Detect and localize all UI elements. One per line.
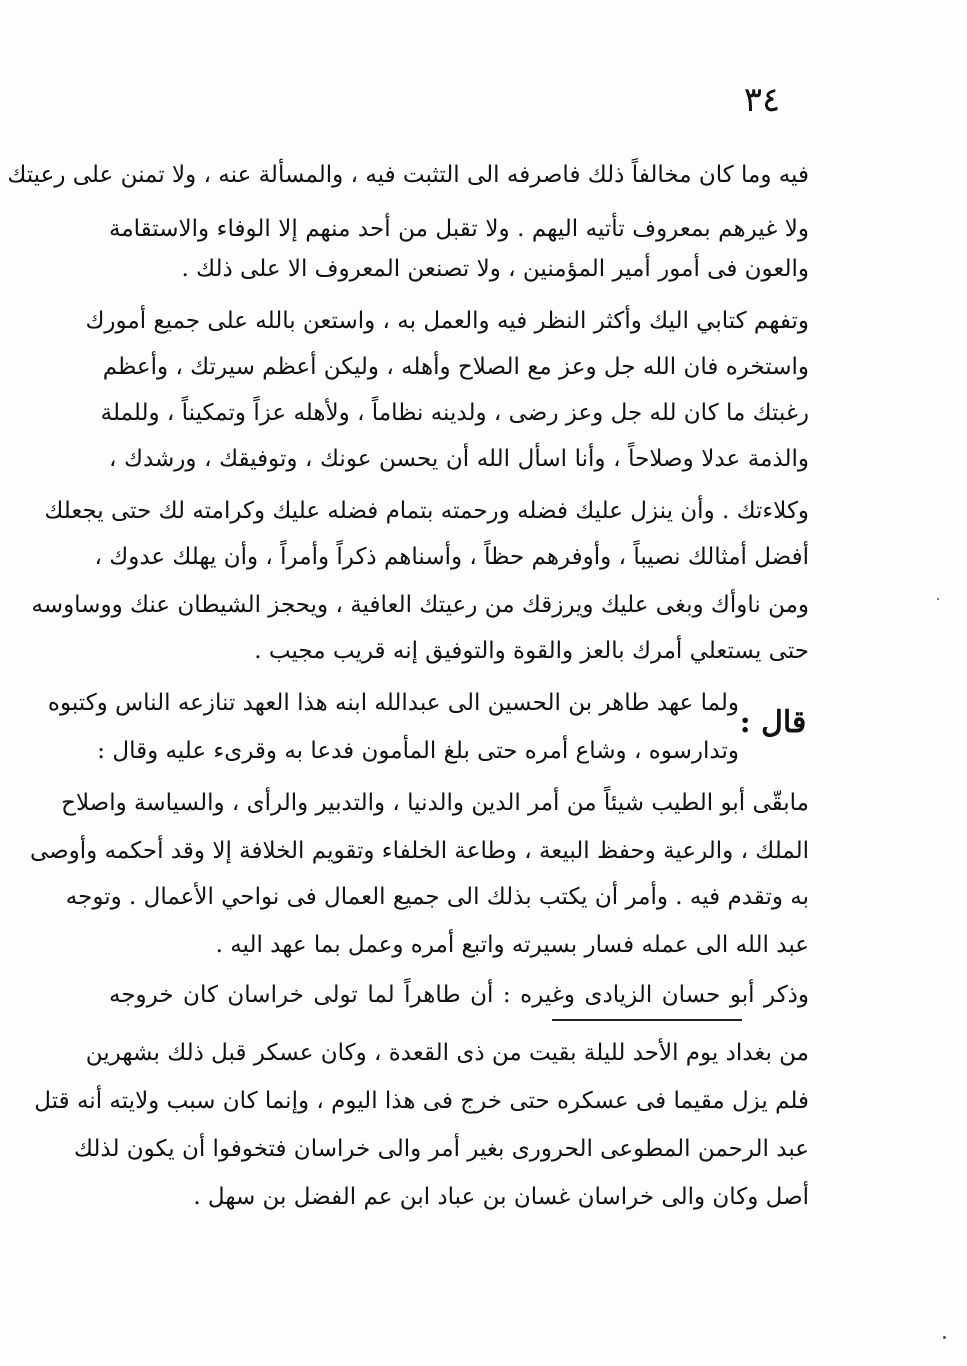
text-line: أصل وكان والى خراسان غسان بن عباد ابن عم الفضل بن سهل . — [193, 1184, 809, 1210]
text-line: رغبتك ما كان لله جل وعز رضى ، ولدينه نظاماً ، ولأهله عزاً وتمكيناً ، وللملة — [100, 400, 809, 426]
text-line: عبد الله الى عمله فسار بسيرته واتبع أمره وعمل بما عهد اليه . — [215, 932, 809, 958]
scan-speck — [943, 1336, 946, 1339]
section-label-qal: قال : — [739, 705, 807, 740]
text-line: مابقّى أبو الطيب شيئاً من أمر الدين والدنيا ، والتدبير والرأى ، والسياسة واصلاح — [61, 790, 809, 816]
text-line: ومن ناوأك وبغى عليك ويرزقك من رعيتك العافية ، ويحجز الشيطان عنك ووساوسه — [31, 592, 809, 618]
text-line: والعون فى أمور أمير المؤمنين ، ولا تصنعن المعروف الا على ذلك . — [181, 256, 809, 282]
text-line: حتى يستعلي أمرك بالعز والقوة والتوفيق إنه قريب مجيب . — [254, 638, 809, 664]
text-line: والذمة عدلا وصلاحاً ، وأنا اسأل الله أن يحسن عونك ، وتوفيقك ، ورشدك ، — [109, 446, 809, 472]
text-line: وتفهم كتابي اليك وأكثر النظر فيه والعمل به ، واستعن بالله على جميع أمورك — [85, 308, 809, 334]
name-underline — [552, 1019, 742, 1021]
text-line: أفضل أمثالك نصيباً ، وأوفرهم حظاً ، وأسناهم ذكراً وأمراً ، وأن يهلك عدوك ، — [94, 544, 809, 570]
text-line: ولا غيرهم بمعروف تأتيه اليهم . ولا تقبل من أحد منهم إلا الوفاء والاستقامة — [109, 216, 809, 242]
text-line: الملك ، والرعية وحفظ البيعة ، وطاعة الخلفاء وتقويم الخلافة إلا وقد أحكمه وأوصى — [29, 838, 809, 864]
text-line: فلم يزل مقيما فى عسكره حتى خرج فى هذا اليوم ، وإنما كان سبب ولايته أنه قتل — [34, 1088, 809, 1114]
text-line: وتدارسوه ، وشاع أمره حتى بلغ المأمون فدعا به وقرىء عليه وقال : — [97, 738, 739, 764]
text-line: ولما عهد طاهر بن الحسين الى عبدالله ابنه هذا العهد تنازعه الناس وكتبوه — [47, 690, 739, 716]
text-line: وكلاءتك . وأن ينزل عليك فضله ورحمته بتمام فضله عليك وكرامته لك حتى يجعلك — [44, 498, 809, 524]
text-line: واستخره فان الله جل وعز مع الصلاح وأهله ، وليكن أعظم سيرتك ، وأعظم — [102, 354, 809, 380]
text-line: عبد الرحمن المطوعى الحرورى بغير أمر والى خراسان فتخوفوا أن يكون لذلك — [74, 1136, 809, 1162]
text-line: به وتقدم فيه . وأمر أن يكتب بذلك الى جميع العمال فى نواحي الأعمال . وتوجه — [65, 884, 809, 910]
text-line: فيه وما كان مخالفاً ذلك فاصرفه الى التثبت فيه ، والمسألة عنه ، ولا تمنن على رعيتك — [7, 162, 809, 188]
scan-speck — [937, 598, 939, 600]
text-line: من بغداد يوم الأحد لليلة بقيت من ذى القعدة ، وكان عسكر قبل ذلك بشهرين — [85, 1040, 809, 1066]
text-line: وذكر أبو حسان الزيادى وغيره : أن طاهراً لما تولى خراسان كان خروجه — [109, 982, 809, 1008]
page-number: ٣٤ — [743, 80, 781, 120]
